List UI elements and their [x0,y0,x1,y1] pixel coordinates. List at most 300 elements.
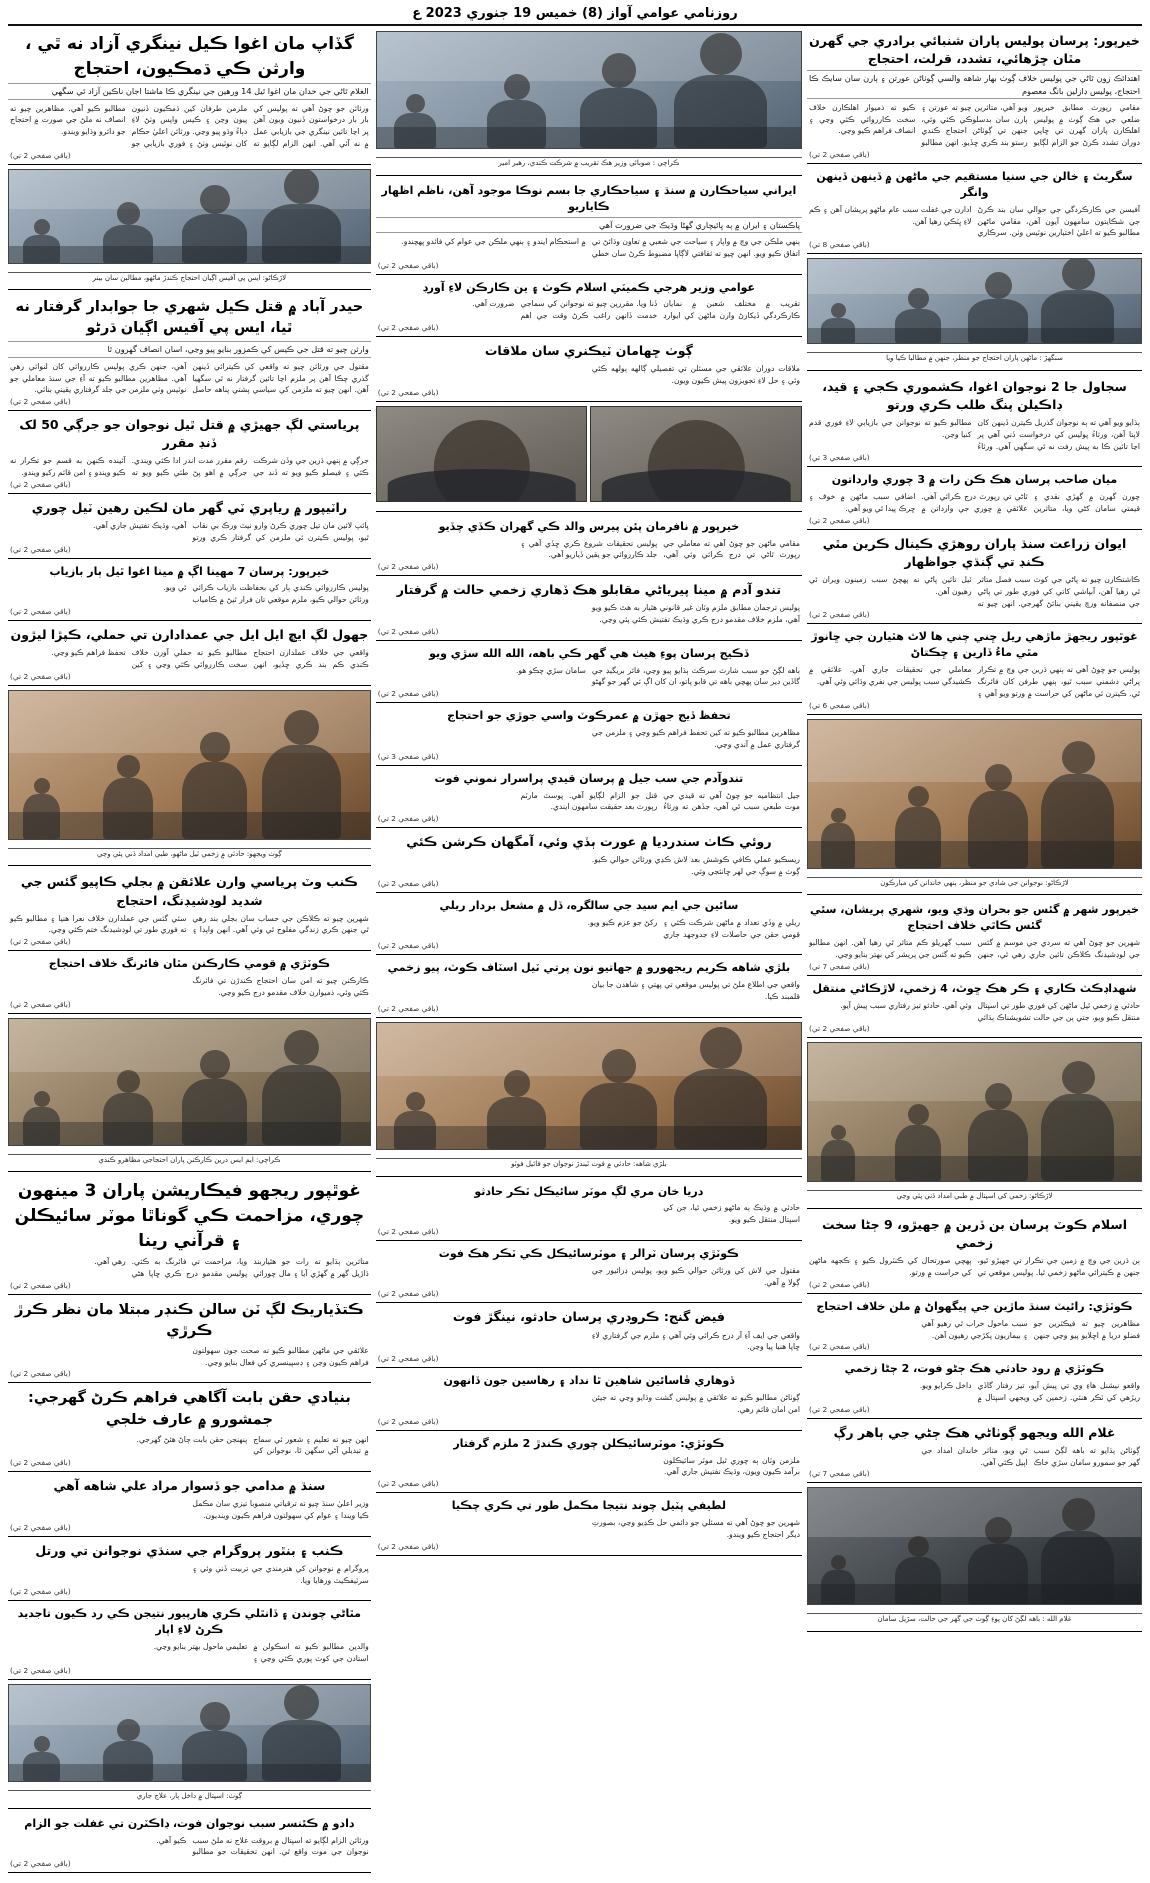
headline: دادو ۾ ڪئنسر سبب نوجوان فوت، ڊاڪٽرن تي غفلت جو الزام [24,1816,355,1830]
article-body: مقامي ماڻهن جو چوڻ آهي ته معاملي جي رپورٽ ٿاڻي تي درج ڪرائي وئي آهي، پوليس تحقيقات شروع ڪري ڇڏي آهي ۽ جلد ڪارروائي جو يقين ڏياريو آهي. [520,538,800,560]
photo-block [807,1042,1142,1185]
photo-figure-head [34,219,50,235]
photo-figure [580,88,656,148]
article-subhead: وارثن چيو ته قتل جي ڪيس کي ڪمزور بنايو پيو وڃي، اسان انصاف گهرون ٿا [8,341,371,357]
photo-caption: ڪراچي: ايم ايس درين ڪارڪنن پاران احتجاجي مظاهرو ڪندي [8,1154,371,1166]
child-hospital-photo [8,1684,371,1782]
headline: خيرپور شهر ۾ گئس جو بحران وڌي ويو، شهري پريشان، سئي گئس ڪاٿي خلاف احتجاج [810,903,1139,933]
headline: ڪنب ۽ بنٿور پروگرام جي سنڌي نوجوانن تي ورتل [35,1542,344,1558]
photo-caption: غلام الله : باهه لڳڻ کان پوءِ ڳوٺ جي گهر جي حالت، سڙيل سامان [807,1613,1142,1625]
art-dhori [376,1372,802,1430]
article-continuation: (باقي صفحي 2 تي) [10,1280,71,1290]
headline: راٽيپور ۾ رياپري ٽي گهر مان لڪين رهين ٽيل چوري [31,499,348,515]
article-body: واقعي جي ايف آءِ آر درج ڪرائي وئي آهي ۽ ملزم جي گرفتاري لاءِ ڇاپا هنيا پيا وڃن. [591,1330,800,1352]
photo-figure [394,113,436,148]
article-body: شهرين جو چوڻ آهي ته مسئلي جو دائمي حل ڪڍيو وڃي، بصورتِ ديگر احتجاج ڪيو ويندو. [591,1518,800,1539]
couple-photo [807,719,1142,869]
article-body: ڳوٺاڻن ٻڌايو ته باهه لڳڻ سبب گهر جو سمورو سامان سڙي خاڪ ٿي ويو، متاثر خاندان امداد جي اپيل ڪئي آهي. [921,1445,1140,1467]
photo-block [807,1487,1142,1608]
headline: ڏڪيج پرسان پوءِ هيٺ هي گهر ڪي باهه، الله الله سڙي ويو [429,646,749,660]
article-body: والدين مطالبو ڪيو ته اسڪولن ۾ استادن جي کوٽ پوري ڪئي وڃي ۽ تعليمي ماحول بهتر بنايو وڃي. [153,1642,369,1663]
accident-victim-photo [8,690,371,840]
art-khairpur-gas [807,901,1142,975]
art-hyderabad-murder [8,296,371,411]
headline: سجاول جا 2 نوجوان اغوا، ڪشموري ڪجي ۽ قيد، ڊاڪيلن پنگ طلب ڪري ورتو [822,378,1127,412]
headline: تحفظ ڏيج جهڙن ۾ عمرڪوٽ واسي جوڙي جو احتجاج [447,709,731,723]
photo-figure [674,75,767,148]
article-continuation: (باقي صفحي 7 تي) [808,961,870,971]
photo-figure [23,1107,59,1145]
article-continuation: (باقي صفحي 2 تي) [10,1369,71,1379]
portrait-shoulder [387,469,576,501]
article-continuation: (باقي صفحي 2 تي) [10,671,71,681]
portrait-block [376,406,802,505]
masthead-title: روزنامي عوامي آواز (8) خميس 19 جنوري 2023 ع [412,6,738,21]
photo-figure-head [908,786,929,807]
photo-figure [895,807,942,868]
article-body: ٻن ڌرين جي وچ ۾ زمين جي تڪرار تي جهيڙو ٿيو، جنهن ۾ ڪيترائي ماڻهو زخمي ٿيا. پوليس موقعي تي پهچي صورتحال کي ڪنٽرول ڪيو ۽ ڪجهه ماڻهن کي حراست ۾ ورتو. [809,1256,1140,1278]
article-continuation: (باقي صفحي 2 تي) [808,515,870,525]
article-continuation: (باقي صفحي 2 تي) [808,610,870,620]
headline: غلام الله ويجهو ڳوٺاڻي هڪ ڄڻي جي ٻاهر رڳ [833,1424,1116,1440]
article-continuation: (باقي صفحي 3 تي) [377,751,439,761]
fire-ruins-photo [807,1487,1142,1605]
article-continuation: (باقي صفحي 2 تي) [377,387,439,397]
article-body: ڳوٺاڻن مطالبو ڪيو ته علائقي ۾ پوليس گشت وڌايو وڃي ته جيئن امن امان قائم رهي. [591,1393,800,1414]
headline: خيرپور: پرسان پوليس پاران شنبائي برادري جي گهرن مٿان چڙهائي، تشدد، قرلت، احتجاج [809,33,1140,67]
article-continuation: (باقي صفحي 2 تي) [377,689,439,699]
art-house-fire [376,645,802,703]
photo-figure [1041,290,1114,343]
art-motorcycle [376,1435,802,1493]
photo-figure [968,1544,1028,1604]
photo-figure [580,1083,656,1149]
article-body: ريسڪيو عملي ڪافي ڪوشش بعد لاش ڪڍي ورثائن حوالي ڪيو. ڳوٺ ۾ سوڳ جي لهر ڇانئجي وئي. [591,855,800,877]
photo-figure-head [1062,258,1095,290]
art-kanb [8,1541,371,1602]
photo-figure-head [1062,1498,1095,1531]
photo-figure-head [908,288,929,309]
divider [807,894,1142,895]
article-continuation: (باقي صفحي 2 تي) [377,1354,439,1364]
photo-figure-head [117,1719,140,1742]
article-continuation: (باقي صفحي 2 تي) [10,397,71,407]
headline: غوٿپور ريجهو فيڪاريشن پاران 3 مينهون چوري، مزاحمت ڪي گوناٿا موٽر سائيڪلن ۽ قرآني رينا [14,1181,365,1251]
art-shaheed-benazirabad [807,980,1142,1038]
art-iran-pak [376,182,802,275]
divider [807,1208,1142,1209]
photo-caption: لاڙڪاڻو: نوجوانن جي شادي جو منظر، ٻنهي خاندانن کي مبارڪون [807,877,1142,889]
art-school [8,1605,371,1679]
art-league [8,1299,371,1384]
article-body: مقتول جي لاش کي ورثائن حوالي ڪيو ويو، پوليس ڊرائيور جي ڳولا ۾ آهي. [591,1265,800,1287]
art-bulri [376,959,802,1017]
photo-figure [23,794,59,838]
article-body: حادثي ۾ وڌيڪ ٻه ماڻهو زخمي ٿيا، جن کي اسپتال منتقل ڪيو ويو. [663,1203,800,1225]
art-ghotki-theft [8,1178,371,1294]
photo-caption: ڳوٺ ويجهو: حادثي ۾ زخمي ٿيل ماڻهو، طبي امداد ڏني پئي وڃي [8,848,371,860]
photo-figure [182,1731,247,1781]
article-continuation: (باقي صفحي 2 تي) [10,999,71,1009]
headline: تندو آدم ۾ مينا پيرياڻي مقابلو هڪ ڏهاري زخمي حالت ۾ گرفتار [396,582,782,598]
headline: شهداڊڪٽ ڪاري ۽ ڪر هڪ ڇوٽ، 4 زخمي، لاڙڪاڻي منتقل [812,981,1137,995]
headline: ڪوٽڙي پرسان ٽرالر ۽ موٽرسائيڪل ڪي ٽڪر هڪ فوت [438,1247,739,1261]
photo-block [807,719,1142,872]
article-continuation: (باقي صفحي 2 تي) [10,479,71,489]
art-recovered [8,563,371,621]
headline: سگريٽ ۽ خالن جي سنيا مستقيم جي ماڻهن ۾ ڏينهن ڏينهن وانگر [816,169,1133,199]
article-continuation: (باقي صفحي 2 تي) [10,1859,71,1869]
article-body: ورثائن الزام لڳايو ته اسپتال ۾ بروقت علاج نه ملڻ سبب نوجوان جي موت واقع ٿي. انهن تحقيقات جو مطالبو ڪيو آهي. [156,1835,369,1857]
article-body: جيل انتظاميه جو چوڻ آهي ته قيدي جي موت طبعي سبب ٿي آهي، جڏهن ته ورثاءُ قتل جو الزام لڳايو آهي. پوسٽ مارٽم رپورٽ بعد حقيقت سامهون ايندي. [520,790,800,812]
photo-figure-head [602,53,636,87]
photo-figure-head [504,1070,531,1097]
photo-figure-head [831,303,846,318]
article-body: ٻڌايو ويو آهي ته ٻه نوجوان گذريل ڪيترن ڏينهن کان لاپتا آهن، ورثاءُ پوليس کي درخواست ڏني آهي پر اڃا تائين ڪا به پيش رفت نه ٿي سگهي آهي. ورثاءُ مطالبو ڪيو ته نوجوانن جي بازيابي لاءِ فوري قدم کنيا وڃن. [809,418,1140,451]
article-continuation: (باقي صفحي 2 تي) [10,150,71,160]
headline: روئي ڪاٺ سندرديا ۾ عورت ٻڏي وئي، آمگهان ڪرشن ڪئي [406,834,772,850]
headline: عوامي وزير هرجي ڪميٽي اسلام ڪوٽ ۽ ين ڪارڪن لاءِ آورڊ [422,280,756,294]
photo-figure [968,299,1028,343]
photo-figure [821,1570,854,1605]
photo-caption: لاڙڪاڻو: ايس پي آفيس اڳيان احتجاج ڪندڙ ماڻهو، مطالبن سان بينر [8,272,371,284]
art-safety [376,707,802,765]
photo-figure-head [700,33,742,75]
art-secretary-letter [807,168,1142,254]
headline: حيدر آباد ۾ قتل ڪيل شهري جا جوابدار گرفتار نه ٿيا، ايس پي آفيس اڳيان ڌرڻو [15,299,364,337]
headline: جهول لڳ ايڇ ايل ايل جي عمدادارن تي حملي، ڪپڙا ليڙون [10,626,369,642]
article-body: وزير اعليٰ سنڌ چيو ته ترقياتي منصوبا تيزي سان مڪمل ڪيا ويندا ۽ عوام کي سهولتون فراهم ڪيون وينديون. [192,1499,369,1520]
photo-figure-head [34,1091,50,1107]
art-meeting [376,341,802,402]
art-jhol [8,625,371,686]
photo-figure [1041,1531,1114,1604]
ceremony-photo [376,31,802,149]
headline: بلڙي شاهه ڪريم ريجهورو ۾ جهاتيو نون پرتي ٽيل اسٽاف ڪوٽ، پيو زخمي [387,961,791,975]
photo-figure [821,318,854,343]
art-injury [376,580,802,641]
art-ghulamullah [807,1423,1142,1484]
photo-figure-head [117,202,140,225]
art-electricity [8,872,371,951]
art-jail-death [376,770,802,828]
headline: ڪوٽڙي: موٽرسائيڪلن چوري ڪندڙ 2 ملزم گرفتار [453,1436,725,1450]
art-islamkot [807,1215,1142,1294]
article-continuation: (باقي صفحي 2 تي) [808,1404,870,1414]
column-left [8,31,371,1873]
protest-photo [807,258,1142,344]
article-body: واقعي جي اطلاع ملڻ تي پوليس موقعي تي پهتي ۽ شاهدن جا بيان قلمبند ڪيا. [591,980,800,1001]
art-faiz-ganj [376,1307,802,1368]
divider [807,370,1142,371]
article-body: ورثائن جو چوڻ آهي ته پوليس کي بار بار درخواستون ڏنيون ويون آهن پر اڃا تائين نينگري جي بازيابي عمل ۾ نه آئي آهي. انهن الزام لڳايو ته ملزمن طرفان کين ڌمڪيون ڏنيون پيون وڃن ۽ ڪيس واپس وٺڻ لاءِ دٻاءُ وڌو پيو وڃي. ورثائن اعليٰ حڪام کان نوٽيس وٺڻ ۽ فوري بازيابي جو مطالبو ڪيو آهي. مظاهرين چيو ته انصاف نه ملڻ جي صورت ۾ احتجاج جو دائرو وڌايو ويندو. [10,103,369,148]
photo-figure-head [200,1702,229,1731]
photo-figure [1041,1094,1114,1181]
art-two-youth [807,377,1142,468]
portrait-row [376,406,802,502]
article-body: متاثرين ٻڌايو ته رات جو هٿياربند ڌاڙيل گهر ۾ گهڙي آيا ۽ مال چورائي ويا، مزاحمت تي فائرنگ به ڪئي. پوليس مقدمو درج ڪري ڇاپا هڻي رهي آهي. [94,1257,369,1279]
portrait-shoulder [602,469,791,501]
article-body: واقعي جي خلاف عملدارن احتجاج ڪندي ڪم بند ڪري ڇڏيو، انهن مطالبو ڪيو ته حملي آورن خلاف سخت ڪارروائي ڪئي وڃي ۽ کين تحفظ فراهم ڪيو وڃي. [51,648,369,669]
divider [807,1631,1142,1632]
divider [8,289,371,290]
photo-figure [394,1111,436,1149]
photo-figure-head [406,1092,425,1111]
art-workers [8,955,371,1013]
photo-figure-head [831,1125,846,1140]
article-continuation: (باقي صفحي 8 تي) [808,240,870,250]
photo-figure-head [985,1083,1012,1110]
art-kotri-accident [807,1360,1142,1418]
photo-figure [821,823,854,867]
photo-figure-head [200,732,229,761]
article-body: چورن گهرن ۾ گهڙي نقدي ۽ قيمتي سامان کڻي ويا، متاثرين ٿاڻي تي رپورٽ درج ڪرائي آهي. علائقي ۾ چوري جي وارداتن ۾ اضافي سبب ماڻهن ۾ خوف ۽ ڇرڪ پيدا ٿي ويو آهي. [809,492,1140,514]
art-darya-khan [376,1183,802,1241]
headline: ايوان زراعت سنڌ پاران روهڙي ڪينال ڪرين مٿي ڪنڊ تي ڳنڌي جواظهار [822,535,1127,570]
article-subhead: اهتدائڪ زون ٿاڻي جي پوليس خلاف ڳوٺ بهار شاهه والسي ڳوٺاڻن عورتن ۽ ٻارن سان سايڪ ڪا احتجاج، پوليس ڊازلين بانگ معصوم [807,70,1142,99]
group-protest-photo [8,1018,371,1146]
photo-figure [262,1720,341,1780]
column-right [807,31,1142,1634]
headline: غوٿپور ريجهڙ ماڙهي ريل ڇني چني ها لاٿ هٿيارن جي ڇانوڙ مٿي ماءُ ڏارين ۽ ڇڪتاڻ [811,630,1138,660]
article-continuation: (باقي صفحي 7 تي) [808,1469,870,1479]
article-body: مظاهرين مطالبو ڪيو ته کين تحفظ فراهم ڪيو وڃي ۽ ملزمن جي گرفتاري عمل ۾ آندي وڃي. [591,728,800,749]
art-ulama [376,279,802,337]
article-continuation: (باقي صفحي 2 تي) [377,1541,439,1551]
photo-figure-head [117,755,140,778]
hospital-photo [807,1042,1142,1182]
photo-block [376,31,802,152]
page-grid [8,31,1142,1873]
masthead [8,6,1142,26]
photo-caption: لاڙڪاڻو: زخمي کي اسپتال ۾ طبي امداد ڏني پئي وڃي [807,1190,1142,1202]
headline: خيرپور ۾ نافرمان پئن پيرس والد ڪي گهران ڪڏي چڏيو [438,519,740,533]
photo-figure [103,1093,154,1145]
article-body: تقريب ۾ مختلف شعبن ۾ نمايان ڪارڪردگي ڏيکارڻ وارن ماڻهن کي ايوارڊ ڏنا ويا. مقررين چيو ته نوجوانن کي سماجي خدمت ڏانهن راغب ڪرڻ وقت جي اهم ضرورت آهي. [472,299,800,321]
headline: اسلام ڪوٽ پرسان بن ڏرين ۾ جهيڙو، 9 ڄڻا سخت زخمي [821,1217,1127,1251]
photo-figure-head [117,1070,140,1093]
photo-figure [182,214,247,262]
photo-block [8,1684,371,1785]
photo-figure-head [34,778,50,794]
article-continuation: (باقي صفحي 2 تي) [377,1227,439,1237]
article-continuation: (باقي صفحي 2 تي) [377,814,439,824]
article-body: آفيسن جي ڪارڪردگي جي حوالي سان بند ڪرڻ جي شڪايتون سامهون آيون آهن، مقامي ماڻهن مطالبو ڪيو ته اعليٰ اختيارين نوٽيس وٺن. سرڪاري ادارن جي غفلت سبب عام ماڻهو پريشان آهن ۽ ڪم لاءِ ڀٽڪي رهيا آهن. [809,204,1140,238]
art-mian-sahib [807,471,1142,529]
article-continuation: (باقي صفحي 3 تي) [808,453,870,463]
article-body: پوليس جو چوڻ آهي ته ٻنهي ڌرين جي وچ ۾ تڪرار پراڻي دشمني سبب ٿيو، ٻنهي طرفن کان فائرنگ ٿي. ڪيترن ئي ماڻهن کي حراست ۾ ورتو ويو آهي ۽ معاملي جي تحقيقات جاري آهي. علائقي ۾ ڪشيدگي سبب پوليس جي نفري وڌائي وئي آهي. [809,665,1140,698]
portrait-photo [590,406,802,502]
divider [376,175,802,176]
art-awareness [8,1387,371,1472]
headline: ڪتڏياريڪ لڳ ٽن سالن ڪنڊر مبتلا مان نظر ڪرڙ ڪرڙي [15,1301,364,1339]
photo-figure-head [1062,1061,1095,1094]
headline: بنيادي حقن بابت آگاهي فراهم ڪرڻ گهرجي: جمشورو ۾ عارف خلجي [28,1390,351,1428]
article-continuation: (باقي صفحي 6 تي) [808,700,870,710]
photo-figure [23,1752,59,1781]
article-continuation: (باقي صفحي 2 تي) [377,878,439,888]
article-continuation: (باقي صفحي 2 تي) [377,1416,439,1426]
art-ghotki [807,628,1142,714]
photo-figure [487,1097,546,1149]
photo-figure-head [406,94,425,113]
article-body: ريلي ۾ وڏي تعداد ۾ ماڻهن شرڪت ڪئي ۽ قومي حقن جي حاصلات لاءِ جدوجهد جاري رکڻ جو عزم ڪيو ويو. [587,917,800,939]
art-dadu [8,1815,371,1873]
headline: ڪوٽڙي ۾ رود حادثي هڪ ڄڻو فوت، 2 ڄڻا زخمي [844,1362,1105,1376]
article-body: شهرين چيو ته ڪلاڪن جي حساب سان بجلي بند رهي ٿي جنهن ڪري زندگي مفلوج ٿي وئي آهي. انهن واپڊا ۽ سئي گئس جي عملدارن خلاف نعرا هنيا ۽ مطالبو ڪيو ته فوري طور تي لوڊشيڊنگ ختم ڪئي وڃي. [10,913,369,935]
photo-figure-head [908,1536,929,1557]
article-subhead: پاڪستان ۽ ايران ۾ ٻه ڀائيچاري گهڻا وڌيڪ جي ضرورت آهي [376,217,802,233]
headline: لطيفي پٽيل چوند نتيجا مڪمل طور تي ڪري چڪيا [451,1499,726,1513]
art-reward [8,415,371,494]
photo-figure-head [200,1050,229,1079]
man-portrait-photo [376,1022,802,1150]
headline: ميان صاحب پرسان هڪ ڪن رات ۾ 3 چوري وارداتون [831,473,1118,487]
divider [376,511,802,512]
article-continuation: (باقي صفحي 2 تي) [10,1522,71,1532]
article-continuation: (باقي صفحي 2 تي) [377,941,439,951]
article-body: ملزمن وٽان ٻه چوري ٿيل موٽر سائيڪلون برآمد ڪيون ويون، وڌيڪ تفتيش جاري آهي. [663,1455,800,1477]
headline: فيض گنج: ڪروڊري پرسان حادثو، نينگڙ فوت [452,1309,725,1325]
photo-figure [895,1557,942,1605]
photo-figure-head [831,808,846,823]
photo-figure-head [985,1517,1012,1544]
headline: دريا خان مري لڳ موٽر سائيڪل ٽڪر حادثو [474,1184,704,1198]
article-body: ڪارڪنن چيو ته امن سان احتجاج ڪندڙن تي فائرنگ ڪئي وئي، ذميوارن خلاف مقدمو درج ڪيو وڃي. [192,976,369,997]
photo-figure [103,1741,154,1780]
photo-figure [103,778,154,839]
divider [8,1171,371,1172]
headline: ڳوٺ ڇهامان ٽيڪنري سان ملاقات [484,342,693,358]
art-oil-theft [8,498,371,559]
article-body: انهن چيو ته تعليم ۽ شعور ئي سماج ۾ تبديلي آڻي سگهن ٿا، نوجوانن کي پنهنجن حقن بابت ڄاڻ هئڻ گهرجي. [136,1434,369,1456]
photo-figure [23,235,59,263]
article-continuation: (باقي صفحي 2 تي) [377,260,439,270]
art-khairpur-police [807,31,1142,164]
photo-figure [895,309,942,343]
article-body: ڪاشتڪارن چيو ته پاڻي جي کوٽ سبب فصل متاثر ٿي رهيا آهن، آبپاشي کاتي کي فوري طور تي پاڻي جي منصفانه ورڇ يقيني بنائڻ گهرجي. انهن چيو ته ٽيل تائين پاڻي نه پهچڻ سبب زمينون ويران ٿي رهيون آهن. [809,575,1140,608]
photo-caption: ڪراچي : صوبائي وزير هڪ تقريب ۾ شرڪت ڪندي، رهبر امير [376,157,802,169]
photo-figure [895,1125,942,1182]
photo-figure-head [200,185,229,214]
photo-figure-head [602,1049,636,1083]
article-body: پائپ لائين مان تيل چوري ڪرڻ وارو نيٽ ورڪ بي نقاب ٿيو، پوليس ڪيترن ئي ملزمن کي گرفتار ڪري ورتو آهي، وڌيڪ تفتيش جاري آهي. [92,520,369,542]
art-latifabad [376,1497,802,1555]
article-body: علائقي جي ماڻهن مطالبو ڪيو ته صحت جون سهولتون فراهم ڪيون وڃن ۽ ڊسپينسري کي فعال بنايو وڃي. [192,1345,369,1367]
art-irrigation [807,534,1142,625]
photo-figure [968,791,1028,868]
article-body: پوليس ڪارروائي ڪندي ٻار کي بحفاظت بازياب ڪرائي ورثائن حوالي ڪيو، ملزم موقعي تان فرار ٿيڻ ۾ ڪامياب ٿي ويو. [163,583,369,605]
photo-figure [1041,774,1114,867]
article-continuation: (باقي صفحي 2 تي) [377,562,439,572]
article-continuation: (باقي صفحي 2 تي) [10,1458,71,1468]
article-body: شهرين جو چوڻ آهي ته سردي جي موسم ۾ گئس جي لوڊشيڊنگ ڪلاڪن تائين جاري رهي ٿي، جنهن سبب گهريلو ڪم متاثر ٿي رهيا آهن. انهن مطالبو ڪيو ته گئس جي پريشر کي بهتر بنايو وڃي. [809,938,1140,960]
photo-figure [182,762,247,839]
article-continuation: (باقي صفحي 2 تي) [808,1342,870,1352]
article-continuation: (باقي صفحي 2 تي) [10,1587,71,1597]
article-continuation: (باقي صفحي 2 تي) [808,1279,870,1289]
headline: سنڌ ۾ مدامي جو ڏسوار مراد علي شاهه آهي [53,1478,326,1494]
art-drown [376,832,802,893]
article-continuation: (باقي صفحي 2 تي) [10,606,71,616]
divider [376,1176,802,1177]
photo-figure [821,1140,854,1181]
column-middle [376,31,802,1556]
article-body: جرڳي ۾ ٻنهي ڌرين جي وڏن شرڪت ڪئي ۽ فيصلو ڪيو ويو ته ڏنڊ جي رقم مقرر مدت اندر ادا ڪئي ويندي. جرڳي ۾ اهو پڻ طئي ڪيو ويو ته آئينده ڪنهن به قسم جو تڪرار نه ڪيو ويندو ۽ امن قائم رکيو ويندو. [10,456,369,478]
photo-caption: سنگهڙ : ماڻهن پاران احتجاج جو منظر، جنهن ۾ مطالبا ڪيا ويا [807,352,1142,364]
photo-figure-head [700,1027,742,1069]
article-body: مقتول جي ورثائن چيو ته واقعي کي ڪيترائي ڏينهن گذري چڪا آهن پر ملزم اڃا تائين گرفتار نه ٿي سگهيا آهن. انهن چيو ته ملزمن کي سياسي پشتي پناهه حاصل آهي، جنهن ڪري پوليس ڪارروائي کان لنوائي رهي آهي. مظاهرين مطالبو ڪيو ته آءِ جي سنڌ معاملي جو نوٽيس وٺي ملزمن جي جلد گرفتاري يقيني بنائي. [10,361,369,395]
photo-figure [262,1065,341,1144]
photo-block [8,690,371,843]
photo-block [376,1022,802,1153]
photo-figure-head [1062,741,1095,774]
headline: ڪوٽڙي ۾ قومي ڪارڪنن مٿان فائرنگ خلاف احتجاج [48,957,331,971]
headline: ايراني سياحڪارن ۾ سنڌ ۽ سياحڪاري جا بسم نوڪا موجود آهن، ناظم اظهار ڪاياريو [381,183,797,213]
divider [8,865,371,866]
art-kotri-accident2 [376,1245,802,1303]
article-continuation: (باقي صفحي 2 تي) [377,1479,439,1489]
article-subhead: الغلام ٿاڻي جي حدان مان اغوا ٿيل 14 ورهين جي نينگري ڪا ماشتا اجان ناڪين آزاد ٿي سگهي [8,83,371,99]
article-body: واقعو نيشنل هاءِ وي تي پيش آيو، تيز رفتار گاڏي ريڙهي کي ٽڪر هنئي. زخمين کي ويجهي اسپتال ۾ داخل ڪرايو ويو. [919,1381,1140,1403]
photo-block [8,1018,371,1149]
photo-figure-head [985,764,1012,791]
photo-figure [674,1069,767,1148]
article-body: ملاقات دوران علائقي جي مسئلن تي تفصيلي ڳالهه ٻولهه ڪئي وئي ۽ حل لاءِ تجويزون پيش ڪيون ويون. [591,364,800,385]
article-continuation: (باقي صفحي 2 تي) [377,1003,439,1013]
portrait-photo [376,406,588,502]
photo-figure [262,204,341,263]
article-continuation: (باقي صفحي 2 تي) [377,322,439,332]
photo-figure-head [908,1104,929,1125]
article-body: باهه لڳڻ جو سبب شارٽ سرڪٽ ٻڌايو پيو وڃي، فائر بريگيڊ جي گاڏين دير سان پهچي باهه تي قابو پاتو، ان کان اڳ ئي گهر جو گهڻو سامان سڙي چڪو هو. [515,665,800,687]
article-continuation: (باقي صفحي 2 تي) [808,1024,870,1034]
photo-figure [487,100,546,148]
headline: پرياستي لڳ جهيڙي ۾ قتل ٿيل نوجوان جو جرڳي 50 لک ڏنڊ مقرر [19,417,360,451]
article-body: مظاهرين چيو ته فيڪٽرين جو فضلو دريا ۾ اڇلايو پيو وڃي جنهن سبب ماحول خراب ٿي رهيو آهي ۽ بيماريون پکڙجي رهيون آهن. [921,1318,1140,1340]
headline: ڪنب وٽ پرياسي وارن علائقن ۾ بجلي ڪاپيو گئس جي شديد لوڊشيڊنگ، احتجاج [20,874,358,908]
photo-figure [103,225,154,263]
article-body: پوليس ترجمان مطابق ملزم وٽان غير قانوني هٿيار به هٿ ڪيو ويو آهي، ملزم خلاف مقدمو درج ڪري وڌيڪ تفتيش ڪئي پئي وڃي. [591,603,800,624]
divider [8,1808,371,1809]
art-sindh-murad [8,1476,371,1537]
headline: سائين جي ايم سيد جي سالگره، ڏل ۾ مشعل بردار ريلي [439,898,739,912]
photo-figure [968,1110,1028,1182]
photo-block [807,258,1142,347]
photo-figure [262,745,341,838]
photo-caption: بلڙي شاهه: حادثي ۾ فوت ٿيندڙ نوجوان جو فائيل فوٽو [376,1158,802,1170]
headline: خيرپور: پرسان 7 مهينا اڳ ۾ مينا اغوا ٿيل ٻار بازياب [49,564,330,578]
article-continuation: (باقي صفحي 2 تي) [10,544,71,554]
headline: مٿاڻي چوندن ۽ ڏانٿلي ڪري هارپيور نتيجن ڪي رد ڪيون تاجديد ڪرڻ لاءِ اپار [17,1607,361,1637]
article-continuation: (باقي صفحي 2 تي) [10,1665,71,1675]
protest-banner-photo [8,169,371,264]
photo-block [8,169,371,267]
photo-figure [182,1079,247,1145]
art-lead-main [8,31,371,165]
photo-caption: ڳوٺ: اسپتال ۾ داخل ٻار، علاج جاري [8,1790,371,1802]
photo-figure-head [985,272,1012,299]
photo-figure-head [504,74,531,101]
article-continuation: (باقي صفحي 2 تي) [808,149,870,159]
art-kotri [807,1298,1142,1356]
article-continuation: (باقي صفحي 2 تي) [377,626,439,636]
article-body: ٻنهي ملڪن جي وچ ۾ واپار ۽ سياحت جي شعبي ۾ تعاون وڌائڻ تي اتفاق ڪيو ويو. انهن چيو ته ثقافتي لاڳاپا مضبوط ڪرڻ سان خطي ۾ استحڪام ايندو ۽ ٻنهي ملڪن جي عوام کي فائدو پهچندو. [401,236,800,258]
article-continuation: (باقي صفحي 2 تي) [10,937,71,947]
photo-figure-head [34,1736,50,1752]
art-khairpur-press [376,518,802,576]
article-body: مقامي رپورٽ مطابق خيرپور ضلعي جي هڪ ڳوٺ ۾ پوليس اهلڪارن پاران گهرن تي ڇاپي دوران تشدد ڪرڻ جو الزام لڳايو ويو آهي، متاثرين چيو ته عورتن ۽ ٻارن سان بدسلوڪي ڪئي وئي، جنهن تي ڳوٺاڻن احتجاج ڪندي رستو بند ڪري ڇڏيو. انهن مطالبو ڪيو ته ذميوار اهلڪارن خلاف سخت ڪارروائي ڪئي وڃي ۽ انصاف فراهم ڪيو وڃي. [809,102,1140,148]
